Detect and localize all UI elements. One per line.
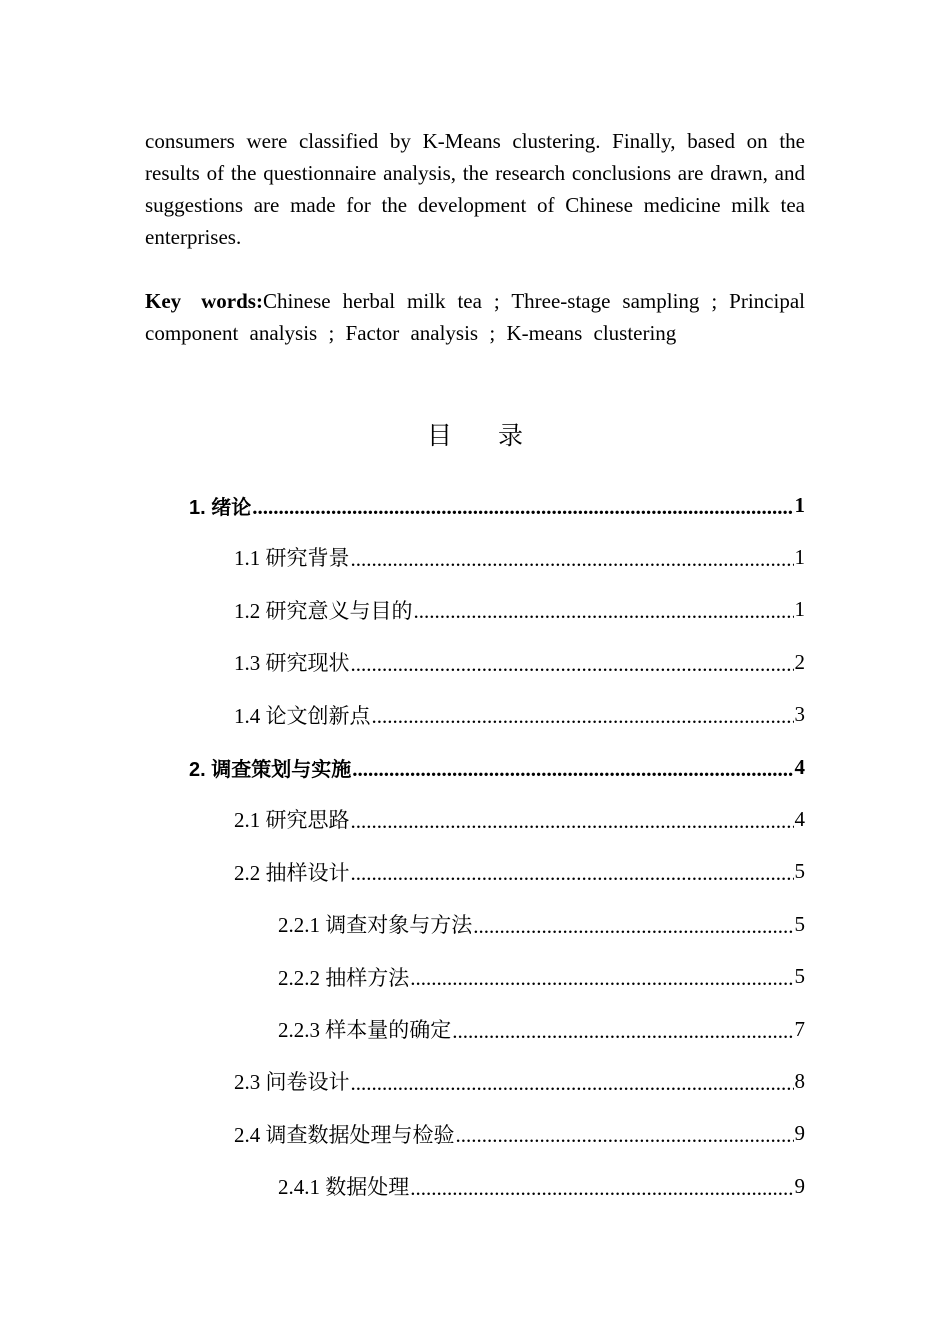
toc-entry-label: 2. 调查策划与实施 [189, 758, 352, 781]
toc-dot-leader [351, 1071, 794, 1096]
toc-entry-label: 2.2.2 抽样方法 [278, 965, 410, 990]
keywords-label: Key words: [145, 289, 263, 313]
toc-entry-label: 2.2.1 调查对象与方法 [278, 913, 473, 938]
toc-dot-leader [351, 547, 794, 572]
toc-dot-leader [414, 599, 794, 624]
toc-entry-label: 1.4 论文创新点 [234, 703, 371, 728]
keywords-text: Chinese herbal milk tea ; Three-stage sampling ; Principal component analysis ; Factor analysis ; K-means clustering [145, 289, 805, 345]
toc-entry[interactable] [234, 1063, 805, 1099]
toc-dot-leader [351, 809, 794, 834]
toc-entry[interactable] [278, 906, 805, 942]
toc-entry-label: 2.4.1 数据处理 [278, 1175, 410, 1200]
toc-page-number: 9 [794, 1121, 805, 1146]
toc-dot-leader [456, 1123, 794, 1148]
toc-dot-leader [252, 495, 793, 520]
toc-page-number: 2 [794, 649, 805, 674]
toc-entry[interactable] [278, 959, 805, 995]
toc-dot-leader [372, 704, 794, 729]
toc-dot-leader [410, 1176, 793, 1201]
toc-entry[interactable] [278, 1011, 805, 1047]
toc-page-number: 7 [794, 1016, 805, 1041]
toc-entry-label: 1.1 研究背景 [234, 546, 350, 571]
toc-page-number: 5 [794, 911, 805, 936]
toc-dot-leader [410, 966, 793, 991]
keywords-paragraph [145, 285, 805, 349]
toc-page-number: 4 [794, 806, 805, 831]
toc-dot-leader [473, 914, 793, 939]
toc-entry-label: 2.1 研究思路 [234, 808, 350, 833]
toc-entry[interactable] [234, 801, 805, 837]
toc-entry[interactable] [234, 854, 805, 890]
toc-entry[interactable] [234, 539, 805, 575]
toc-entry[interactable] [234, 592, 805, 628]
toc-entry[interactable] [234, 697, 805, 733]
toc-page-number: 9 [794, 1173, 805, 1198]
toc-entry-label: 2.2.3 样本量的确定 [278, 1018, 452, 1042]
toc-dot-leader [452, 1019, 793, 1044]
toc-entry[interactable] [234, 644, 805, 680]
toc-entry-label: 1.2 研究意义与目的 [234, 598, 413, 623]
toc-dot-leader [351, 861, 794, 886]
toc-entry[interactable] [278, 1168, 805, 1204]
toc-page-number: 5 [794, 964, 805, 989]
toc-dot-leader [351, 652, 794, 677]
toc-page-number: 8 [794, 1068, 805, 1093]
toc-page-number: 4 [794, 754, 805, 779]
toc-entry-label: 2.2 抽样设计 [234, 860, 350, 885]
toc-entry-label: 1.3 研究现状 [234, 651, 350, 676]
toc-entry[interactable] [189, 749, 805, 785]
toc-dot-leader [352, 757, 793, 782]
toc-entry-label: 1. 绪论 [189, 496, 252, 519]
toc-page-number: 1 [794, 597, 805, 622]
toc-page-number: 1 [794, 544, 805, 569]
abstract-paragraph: consumers were classified by K-Means clustering. Finally, based on the results of the questionnaire analysis, the research conclusions are drawn, and suggestions are made for the development of Chinese medicine milk tea enterprises. [145, 129, 805, 249]
toc-page-number: 3 [794, 702, 805, 727]
toc-entry[interactable] [189, 487, 805, 523]
toc-entry[interactable] [234, 1116, 805, 1152]
toc-title: 目录 [426, 421, 569, 450]
toc-page-number: 5 [794, 859, 805, 884]
toc-entry-label: 2.4 调查数据处理与检验 [234, 1122, 455, 1147]
toc-entry-label: 2.3 问卷设计 [234, 1070, 350, 1095]
toc-page-number: 1 [794, 492, 805, 517]
